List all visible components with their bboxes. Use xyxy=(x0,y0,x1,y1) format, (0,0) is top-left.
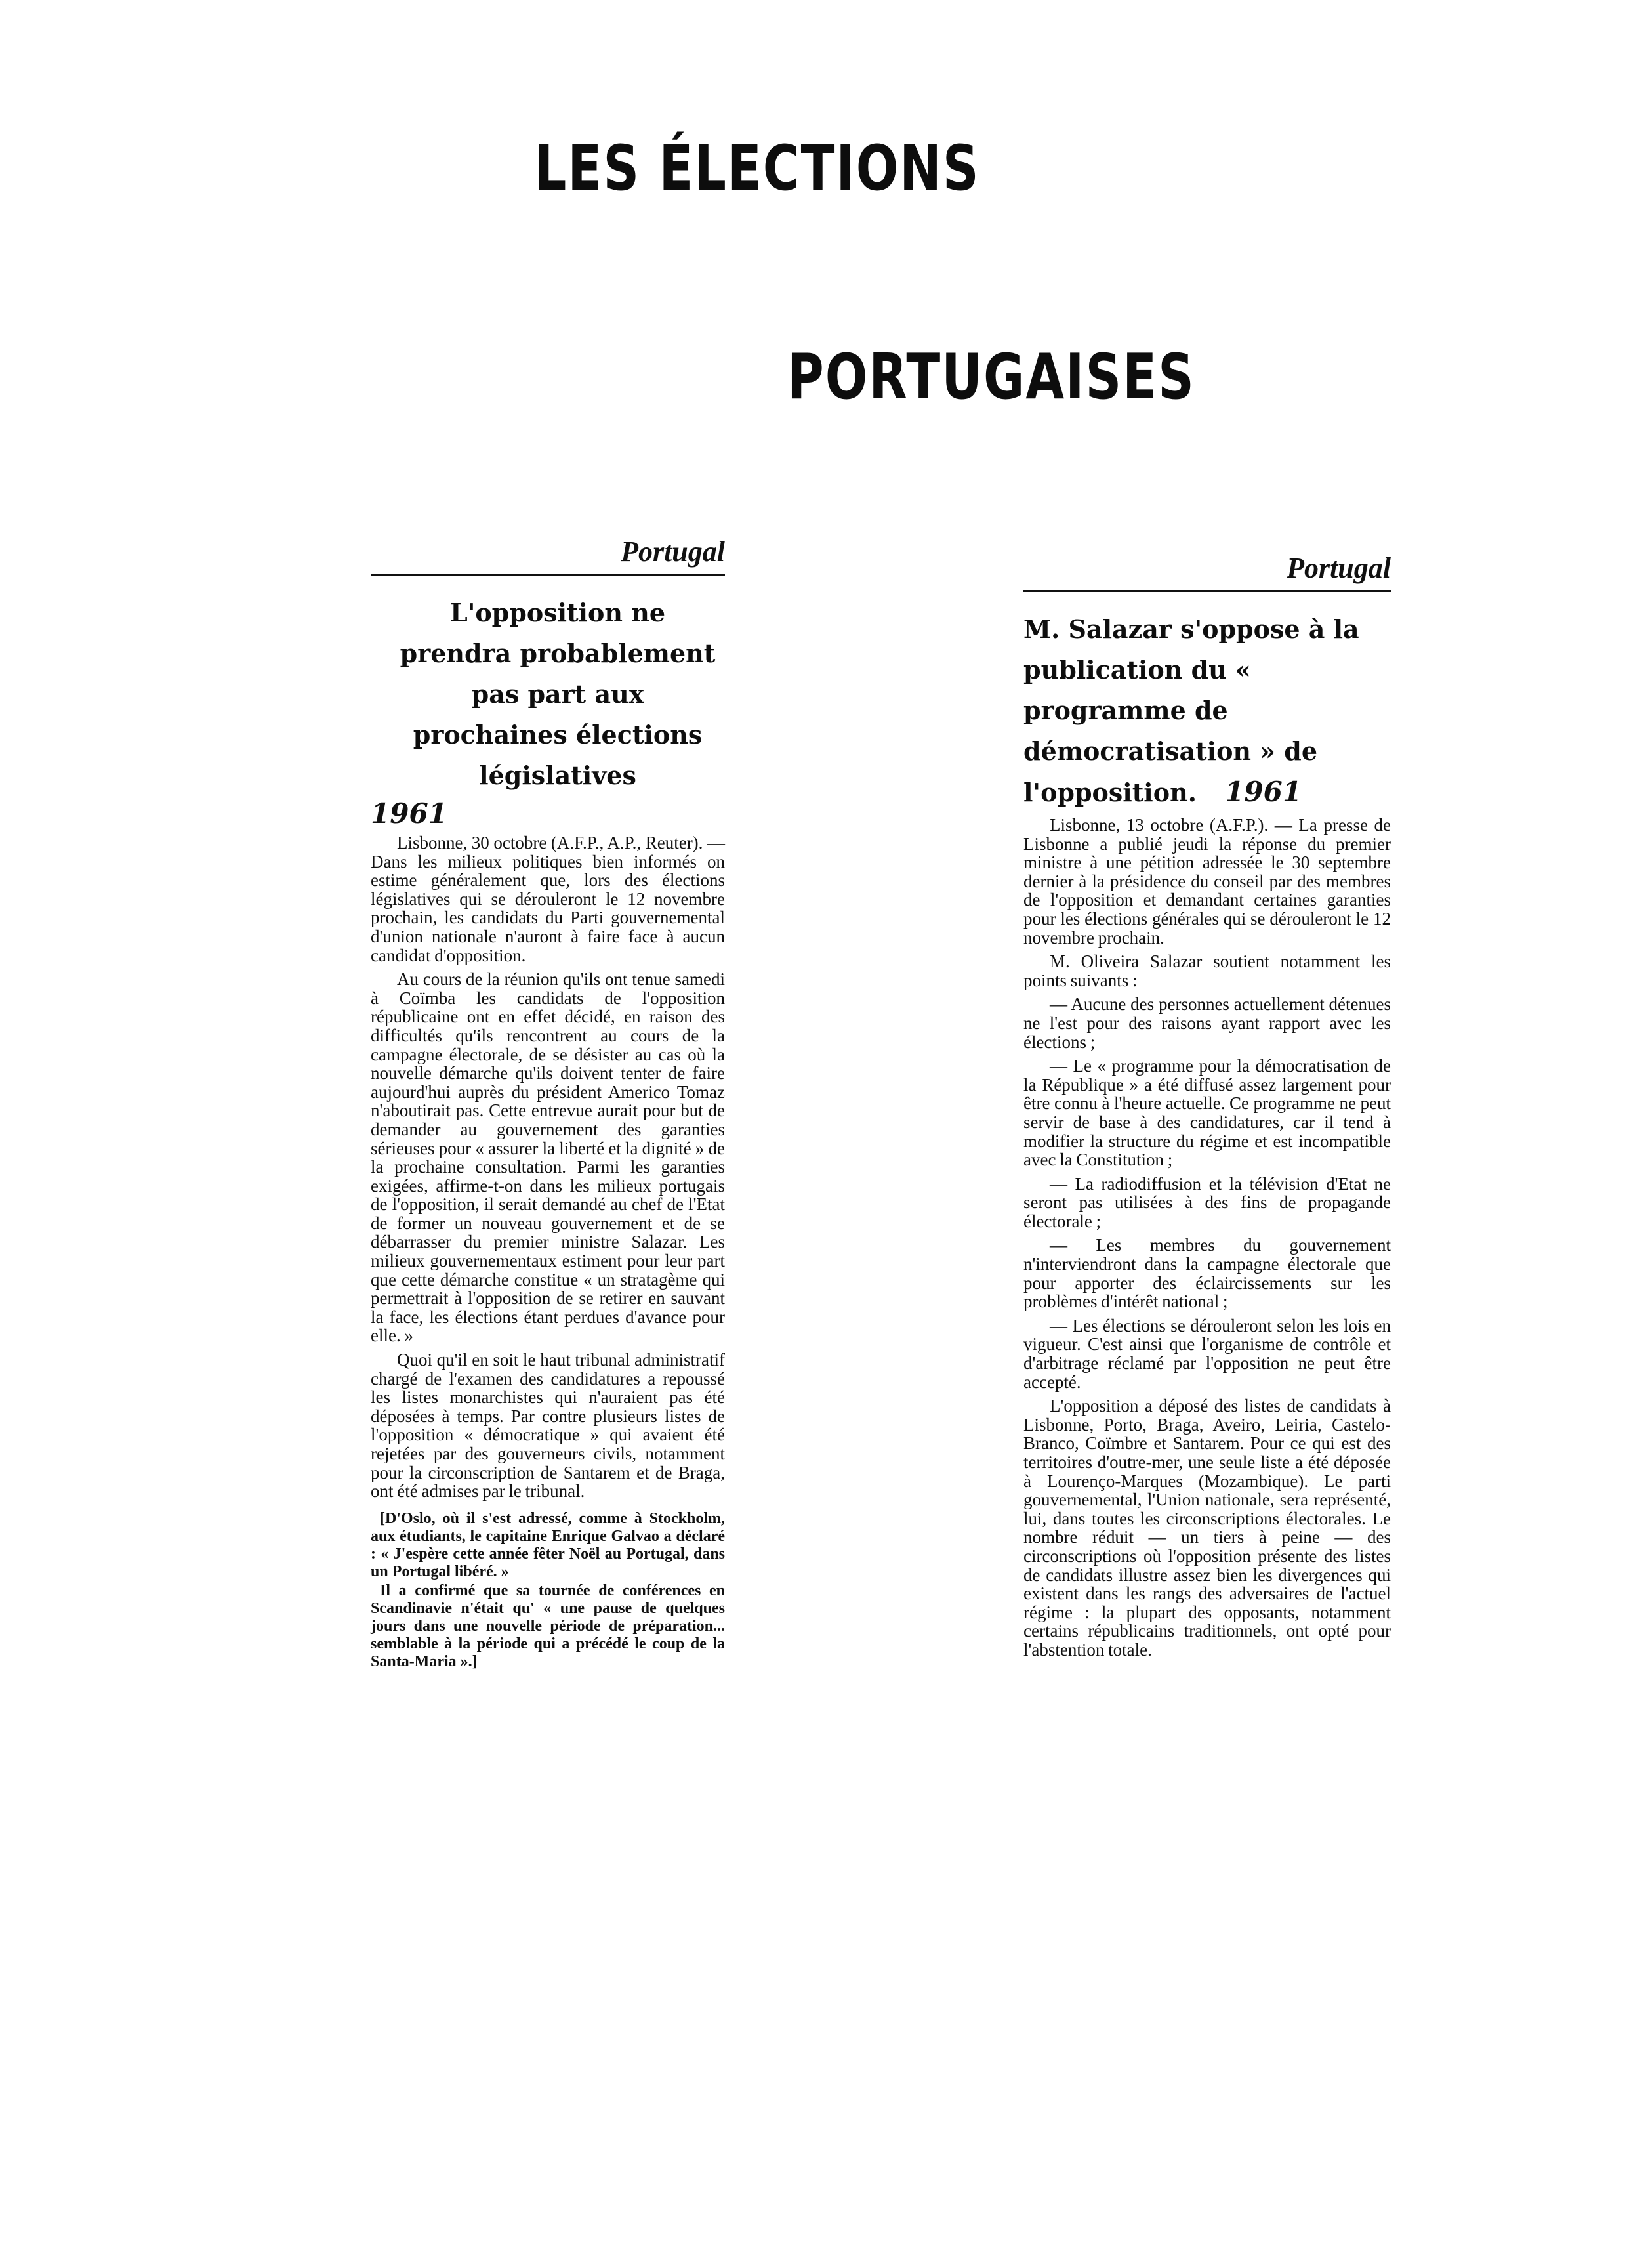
dateline-paragraph: Lisbonne, 13 octobre (A.F.P.). — La presse de Lisbonne a publié jeudi la réponse du premier ministre à une pétition adressée le 30 septembre dernier à la présidence du conseil par des membres de l'opposition et demandant certaines garanties pour les élections générales qui se dérouleront le 12 novembre prochain. xyxy=(1023,815,1391,948)
left-article xyxy=(371,535,725,1671)
headline-line-1: LES ÉLECTIONS xyxy=(535,131,980,205)
body-paragraph: M. Oliveira Salazar soutient notamment les points suivants : xyxy=(1023,952,1391,990)
article-body xyxy=(371,833,725,1501)
boxed-note xyxy=(371,1510,725,1671)
year-note: 1961 xyxy=(1225,776,1302,808)
article-title xyxy=(371,593,725,796)
section-label: Portugal xyxy=(371,535,725,576)
handwritten-year-note xyxy=(371,797,725,830)
body-paragraph: Au cours de la réunion qu'ils ont tenue samedi à Coïmba les candidats de l'opposition républicaine ont en effet décidé, en raison des difficultés qu'ils rencontrent au cours de la campagne électorale, de se désister au cas où la nouvelle démarche qu'ils doivent tenter de faire aujourd'hui auprès du président Americo Tomaz n'aboutirait pas. Cette entrevue aurait pour but de demander au gouvernement des garanties sérieuses pour « assurer la liberté et la dignité » de la prochaine consultation. Parmi les garanties exigées, affirme-t-on dans les milieux portugais de l'opposition, il serait demandé au chef de l'Etat de former un nouveau gouvernement et de se débarrasser du premier ministre Salazar. Les milieux gouvernementaux estiment pour leur part que cette démarche constitue « un stratagème qui permettrait à l'opposition de se retirer en sauvant la face, les élections étant perdues d'avance pour elle. » xyxy=(371,969,725,1346)
body-paragraph: — Le « programme pour la démocratisation de la République » a été diffusé assez largement pour être connu à l'heure actuelle. Ce programme ne peut servir de base à des candidatures, car il tend à modifier la structure du régime et est incompatible avec la Constitution ; xyxy=(1023,1056,1391,1170)
body-paragraph: — Les membres du gouvernement n'interviendront dans la campagne électorale que pour apporter des éclaircissements sur les problèmes d'intérêt national ; xyxy=(1023,1235,1391,1312)
year-note: 1961 xyxy=(371,797,447,830)
section-label: Portugal xyxy=(1023,551,1391,592)
article-title xyxy=(1023,609,1391,813)
article-title-text: L'opposition ne prendra probablement pas part aux prochaines élections législatives xyxy=(400,598,716,790)
note-paragraph: [D'Oslo, où il s'est adressé, comme à Stockholm, aux étudiants, le capitaine Enrique Galvao a déclaré : « J'espère cette année fêter Noël au Portugal, dans un Portugal libéré. » xyxy=(371,1509,725,1580)
body-paragraph: L'opposition a déposé des listes de candidats à Lisbonne, Porto, Braga, Aveiro, Leiria, Castelo-Branco, Coïmbre et Santarem. Pour ce qui est des territoires d'outre-mer, une seule liste a été déposée à Lourenço-Marques (Mozambique). Le parti gouvernemental, l'Union nationale, sera représenté, lui, dans toutes les circonscriptions électorales. Le nombre réduit — un tiers à peine — des circonscriptions où l'opposition présente des listes de candidats illustre assez bien les divergences qui existent dans les rangs des adversaires de l'actuel régime : la plupart des opposants, notamment certains républicains traditionnels, ont opté pour l'abstention totale. xyxy=(1023,1396,1391,1660)
note-paragraph: Il a confirmé que sa tournée de conférences en Scandinavie n'était qu' « une pause de quelques jours dans une nouvelle période de préparation... semblable à la période qui a précédé le coup de la Santa-Maria ».] xyxy=(371,1582,725,1670)
dateline-paragraph: Lisbonne, 30 octobre (A.F.P., A.P., Reuter). — Dans les milieux politiques bien informés on estime généralement que, lors des élections législatives qui se dérouleront le 12 novembre prochain, les candidats du Parti gouvernemental d'union nationale n'auront à faire face à aucun candidat d'opposition. xyxy=(371,833,725,965)
body-paragraph: — Les élections se dérouleront selon les lois en vigueur. C'est ainsi que l'organisme de contrôle et d'arbitrage réclamé par l'opposition ne peut être accepté. xyxy=(1023,1315,1391,1392)
body-paragraph: — Aucune des personnes actuellement détenues ne l'est pour des raisons ayant rapport avec les élections ; xyxy=(1023,994,1391,1052)
right-article xyxy=(1023,551,1391,1660)
body-paragraph: — La radiodiffusion et la télévision d'Etat ne seront pas utilisées à des fins de propagande électorale ; xyxy=(1023,1173,1391,1231)
article-body xyxy=(1023,816,1391,1660)
headline-line-2: PORTUGAISES xyxy=(787,340,1195,413)
article-title-text: M. Salazar s'oppose à la publication du « programme de démocratisation » de l'opposition. xyxy=(1023,614,1359,807)
body-paragraph: Quoi qu'il en soit le haut tribunal administratif chargé de l'examen des candidatures a repoussé les listes monarchistes qui n'auraient pas été déposées à temps. Par contre plusieurs listes de l'opposition « démocratique » qui avaient été rejetées par des gouverneurs civils, notamment pour la circonscription de Santarem et de Braga, ont été admises par le tribunal. xyxy=(371,1350,725,1502)
